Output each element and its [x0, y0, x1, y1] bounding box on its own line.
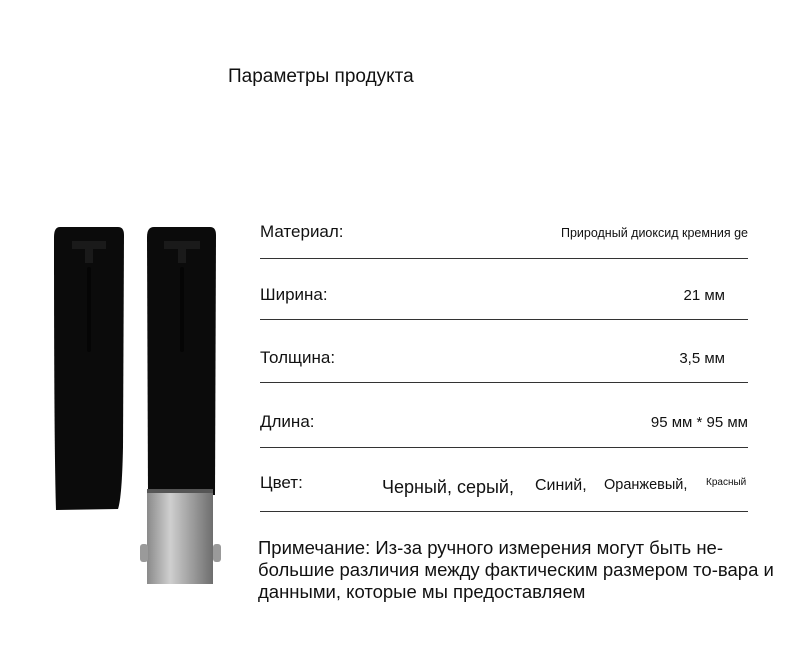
spec-value-thickness: 3,5 мм [679, 350, 725, 367]
divider [260, 382, 748, 383]
spec-value-width: 21 мм [683, 287, 725, 304]
spec-value-material: Природный диоксид кремния ge [560, 226, 748, 240]
spec-row-thickness [260, 348, 748, 378]
spec-row-width [260, 285, 748, 315]
strap-right-image [140, 227, 224, 589]
color-option: Черный, серый, [382, 477, 514, 497]
divider [260, 447, 748, 448]
note-text: Примечание: Из-за ручного измерения могут быть не-большие различия между фактическим размером то-вара и данными, которые мы предоставляем [258, 537, 774, 602]
color-option: Оранжевый, [604, 477, 688, 493]
divider [260, 319, 748, 320]
spec-label-thickness: Толщина: [260, 348, 336, 367]
spec-label-width: Ширина: [260, 285, 328, 304]
page-title: Параметры продукта [228, 66, 414, 87]
spec-row-material [260, 222, 748, 252]
divider [260, 511, 748, 512]
color-option: Синий, [535, 477, 587, 494]
spec-value-length: 95 мм * 95 мм [650, 414, 748, 431]
color-options [382, 477, 748, 501]
divider [260, 258, 748, 259]
spec-label-color: Цвет: [260, 473, 303, 492]
strap-left-image [54, 227, 124, 512]
color-option: Красный [706, 477, 747, 488]
spec-label-length: Длина: [260, 412, 315, 431]
spec-label-material: Материал: [260, 222, 344, 241]
spec-row-length [260, 412, 748, 442]
